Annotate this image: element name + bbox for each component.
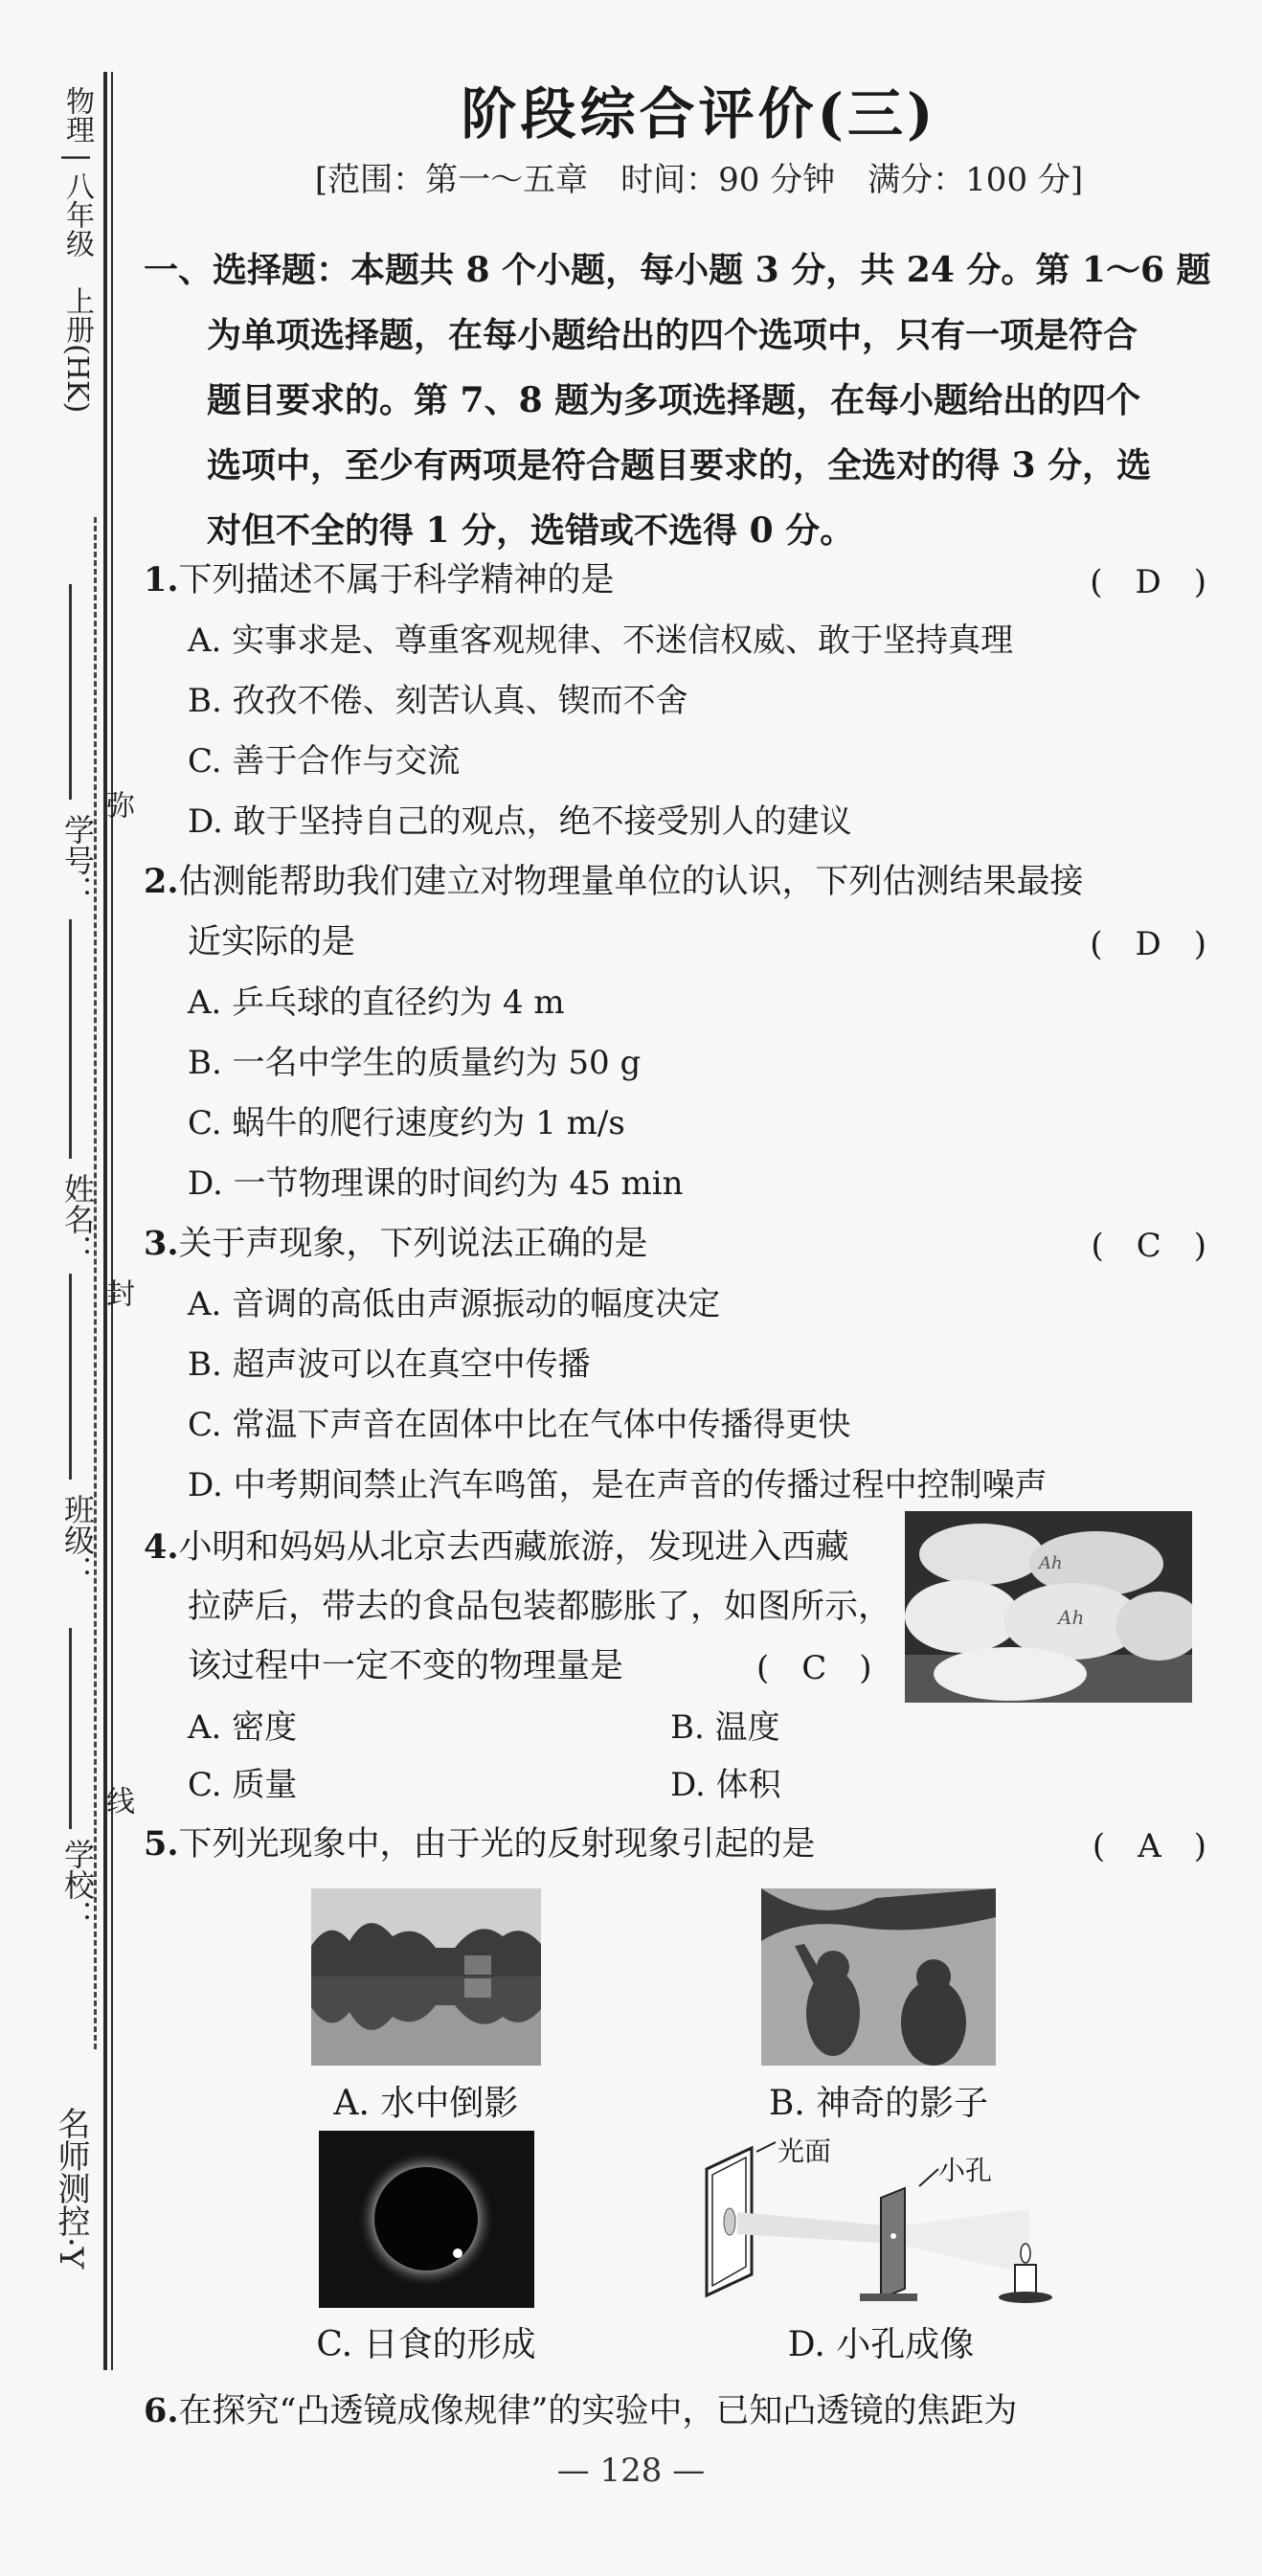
student-id-line (69, 584, 72, 800)
pinhole-illustration (699, 2131, 1063, 2308)
option: A. 乒乓球的直径约为 4 m (188, 983, 565, 1022)
seal-char-xian: 线 (101, 1786, 134, 1815)
question-text: 在探究“凸透镜成像规律”的实验中，已知凸透镜的焦距为 (178, 2392, 1018, 2430)
option: A. 密度 (188, 1708, 298, 1747)
option: C. 质量 (188, 1766, 298, 1804)
question-text: 小明和妈妈从北京去西藏旅游，发现进入西藏 (178, 1528, 849, 1567)
option: B. 孜孜不倦、刻苦认真、锲而不舍 (188, 682, 688, 720)
student-id-label: 学号： (59, 814, 96, 906)
seal-char-feng: 封 (101, 1278, 134, 1307)
name-label: 姓名： (59, 1173, 96, 1265)
question-number: 4. (144, 1527, 179, 1567)
option: D. 一节物理课的时间约为 45 min (188, 1164, 684, 1203)
question-5-stem (144, 1818, 816, 1865)
question-4-answer: ( C ) (756, 1649, 872, 1687)
eclipse-illustration (319, 2131, 534, 2308)
option: A. 实事求是、尊重客观规律、不迷信权威、敢于坚持真理 (188, 621, 1014, 660)
svg-text:Ah: Ah (1058, 1606, 1085, 1629)
question-3-stem (144, 1217, 648, 1265)
instruction-line: 为单项选择题，在每小题给出的四个选项中，只有一项是符合 (207, 315, 1138, 355)
pinhole-diagram (699, 2131, 1063, 2308)
instruction-line: 题目要求的。第 7、8 题为多项选择题，在每小题给出的四个 (207, 380, 1141, 420)
question-3-answer: ( C ) (1091, 1227, 1206, 1265)
option: D. 中考期间禁止汽车鸣笛，是在声音的传播过程中控制噪声 (188, 1466, 1048, 1504)
section-instructions (144, 237, 1216, 563)
question-text: 关于声现象，下列说法正确的是 (178, 1225, 648, 1263)
question-2-stem-cont: 近实际的是 (188, 923, 356, 961)
question-text: 下列光现象中，由于光的反射现象引起的是 (178, 1825, 816, 1864)
question-6-stem (144, 2384, 1017, 2432)
question-number: 1. (144, 560, 179, 599)
question-4-stem (144, 1521, 849, 1569)
question-4-stem-cont: 该过程中一定不变的物理量是 (188, 1647, 624, 1685)
option: C. 蜗牛的爬行速度约为 1 m/s (188, 1104, 625, 1142)
question-5-answer: ( A ) (1092, 1827, 1206, 1865)
question-text: 估测能帮助我们建立对物理量单位的认识，下列估测结果最接 (178, 863, 1084, 901)
page-title: 阶段综合评价(三) (461, 81, 937, 147)
option: D. 体积 (670, 1766, 781, 1804)
option: D. 敢于坚持自己的观点，绝不接受别人的建议 (188, 802, 852, 841)
series-label: 名师测控·Y (52, 2107, 90, 2270)
school-label: 学校： (59, 1839, 96, 1931)
book-info: 物理 | 八年级 上册(HK) (60, 86, 94, 414)
class-line (69, 1274, 72, 1480)
option: B. 温度 (670, 1708, 780, 1747)
svg-text:Ah: Ah (1039, 1553, 1063, 1573)
seal-char-mi: 弥 (101, 790, 134, 819)
question-number: 2. (144, 862, 179, 901)
option: A. 音调的高低由声源振动的幅度决定 (188, 1285, 721, 1323)
question-number: 6. (144, 2391, 179, 2430)
instruction-line: 对但不全的得 1 分，选错或不选得 0 分。 (207, 510, 855, 551)
question-4-stem-cont: 拉萨后，带去的食品包装都膨胀了，如图所示， (188, 1588, 892, 1626)
option: B. 一名中学生的质量约为 50 g (188, 1044, 642, 1082)
school-line (69, 1628, 72, 1829)
instruction-line: 选项中，至少有两项是符合题目要求的，全选对的得 3 分，选 (207, 445, 1152, 486)
reflection-photo (311, 1888, 541, 2066)
eclipse-photo (319, 2131, 534, 2308)
caption-c: C. 日食的形成 (316, 2325, 536, 2364)
caption-d: D. 小孔成像 (787, 2325, 975, 2364)
question-number: 5. (144, 1824, 179, 1864)
question-2-stem (144, 855, 1084, 903)
name-line (69, 919, 72, 1159)
food-package-illustration (905, 1511, 1192, 1703)
option: B. 超声波可以在真空中传播 (188, 1345, 591, 1384)
label-pinhole: 小孔 (938, 2155, 993, 2186)
option: C. 善于合作与交流 (188, 742, 461, 780)
question-number: 3. (144, 1224, 179, 1263)
class-label: 班级： (59, 1494, 96, 1586)
caption-a: A. 水中倒影 (333, 2084, 519, 2123)
caption-b: B. 神奇的影子 (768, 2084, 989, 2123)
instruction-line: 一、选择题：本题共 8 个小题，每小题 3 分，共 24 分。第 1～6 题 (144, 250, 1211, 290)
question-1-answer: ( D ) (1090, 563, 1206, 601)
reflection-illustration (311, 1888, 541, 2066)
margin-rule-outer (103, 72, 107, 2370)
option: C. 常温下声音在固体中比在气体中传播得更快 (188, 1406, 851, 1444)
food-package-photo (905, 1511, 1192, 1703)
label-screen: 光面 (777, 2135, 832, 2167)
margin-rule-inner (111, 72, 113, 2370)
shadow-illustration (761, 1888, 996, 2066)
page-number: — 128 — (556, 2452, 706, 2490)
shadow-photo (761, 1888, 996, 2066)
question-2-answer: ( D ) (1090, 925, 1206, 963)
exam-info: [范围：第一～五章 时间：90 分钟 满分：100 分] (314, 161, 1084, 199)
question-text: 下列描述不属于科学精神的是 (178, 561, 615, 599)
question-1-stem (144, 554, 615, 601)
